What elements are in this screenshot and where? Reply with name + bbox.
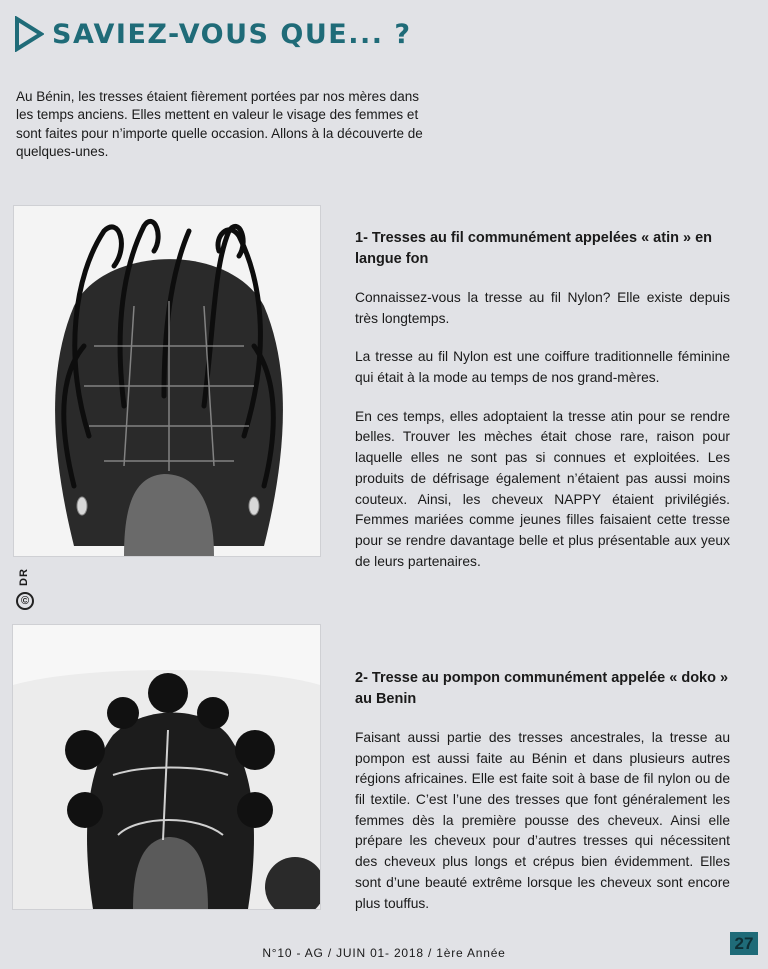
section-title: 1- Tresses au fil communément appelées « atin » en langue fon (355, 230, 712, 268)
photo-atin-braids (14, 206, 320, 556)
section-paragraph: Connaissez-vous la tresse au fil Nylon? Elle existe depuis très longtemps. (355, 290, 730, 326)
page-header (14, 14, 412, 54)
play-triangle-icon (14, 16, 44, 52)
copyright-icon: © (16, 592, 34, 610)
section-title: 2- Tresse au pompon communément appelée « doko » au Benin (355, 670, 729, 708)
page-title: SAVIEZ-VOUS QUE... ? (52, 18, 412, 50)
section-atin (355, 228, 730, 590)
photo-credit (14, 570, 36, 614)
page-number: 27 (730, 932, 758, 955)
intro-paragraph: Au Bénin, les tresses étaient fièrement portées par nos mères dans les temps anciens. Elles mettent en valeur le visage des femmes et sont faites pour n’importe quelle occasion. Allons à la découverte de quelques-unes. (16, 89, 423, 160)
section-paragraph: En ces temps, elles adoptaient la tresse atin pour se rendre belles. Trouver les mèches était chose rare, raison pour laquelle elles ne sont pas si connues et exploitées. Les produits de défrisage également n’étaient pas aussi moins couteux. Ainsi, les cheveux NAPPY étaient privilégiés. Femmes mariées comme jeunes filles faisaient cette tresse pour se rendre davantage belle et plus présentable aux yeux de leurs partenaires. (355, 408, 730, 569)
issue-footer: N°10 - AG / JUIN 01- 2018 / 1ère Année (262, 946, 506, 960)
photo-pompon-braids (13, 625, 320, 909)
credit-text: DR (18, 568, 30, 586)
section-paragraph: La tresse au fil Nylon est une coiffure traditionnelle féminine qui était à la mode au temps de nos grand-mères. (355, 349, 730, 386)
section-doko (355, 668, 730, 932)
section-paragraph: Faisant aussi partie des tresses ancestrales, la tresse au pompon est aussi faite au Bénin et dans plusieurs autres régions africaines. Elle est faite soit à base de fil nylon ou de fil textile. C’est l’une des tresses que font généralement les femmes dès la première pousse des cheveux. Ainsi elle prépare les cheveux pour d’autres tresses qui nécessitent des cheveux plus longs et crépus bien évidemment. Elles sont d’une beauté extrême lorsque les cheveux sont encore plus touffus. (355, 730, 730, 911)
